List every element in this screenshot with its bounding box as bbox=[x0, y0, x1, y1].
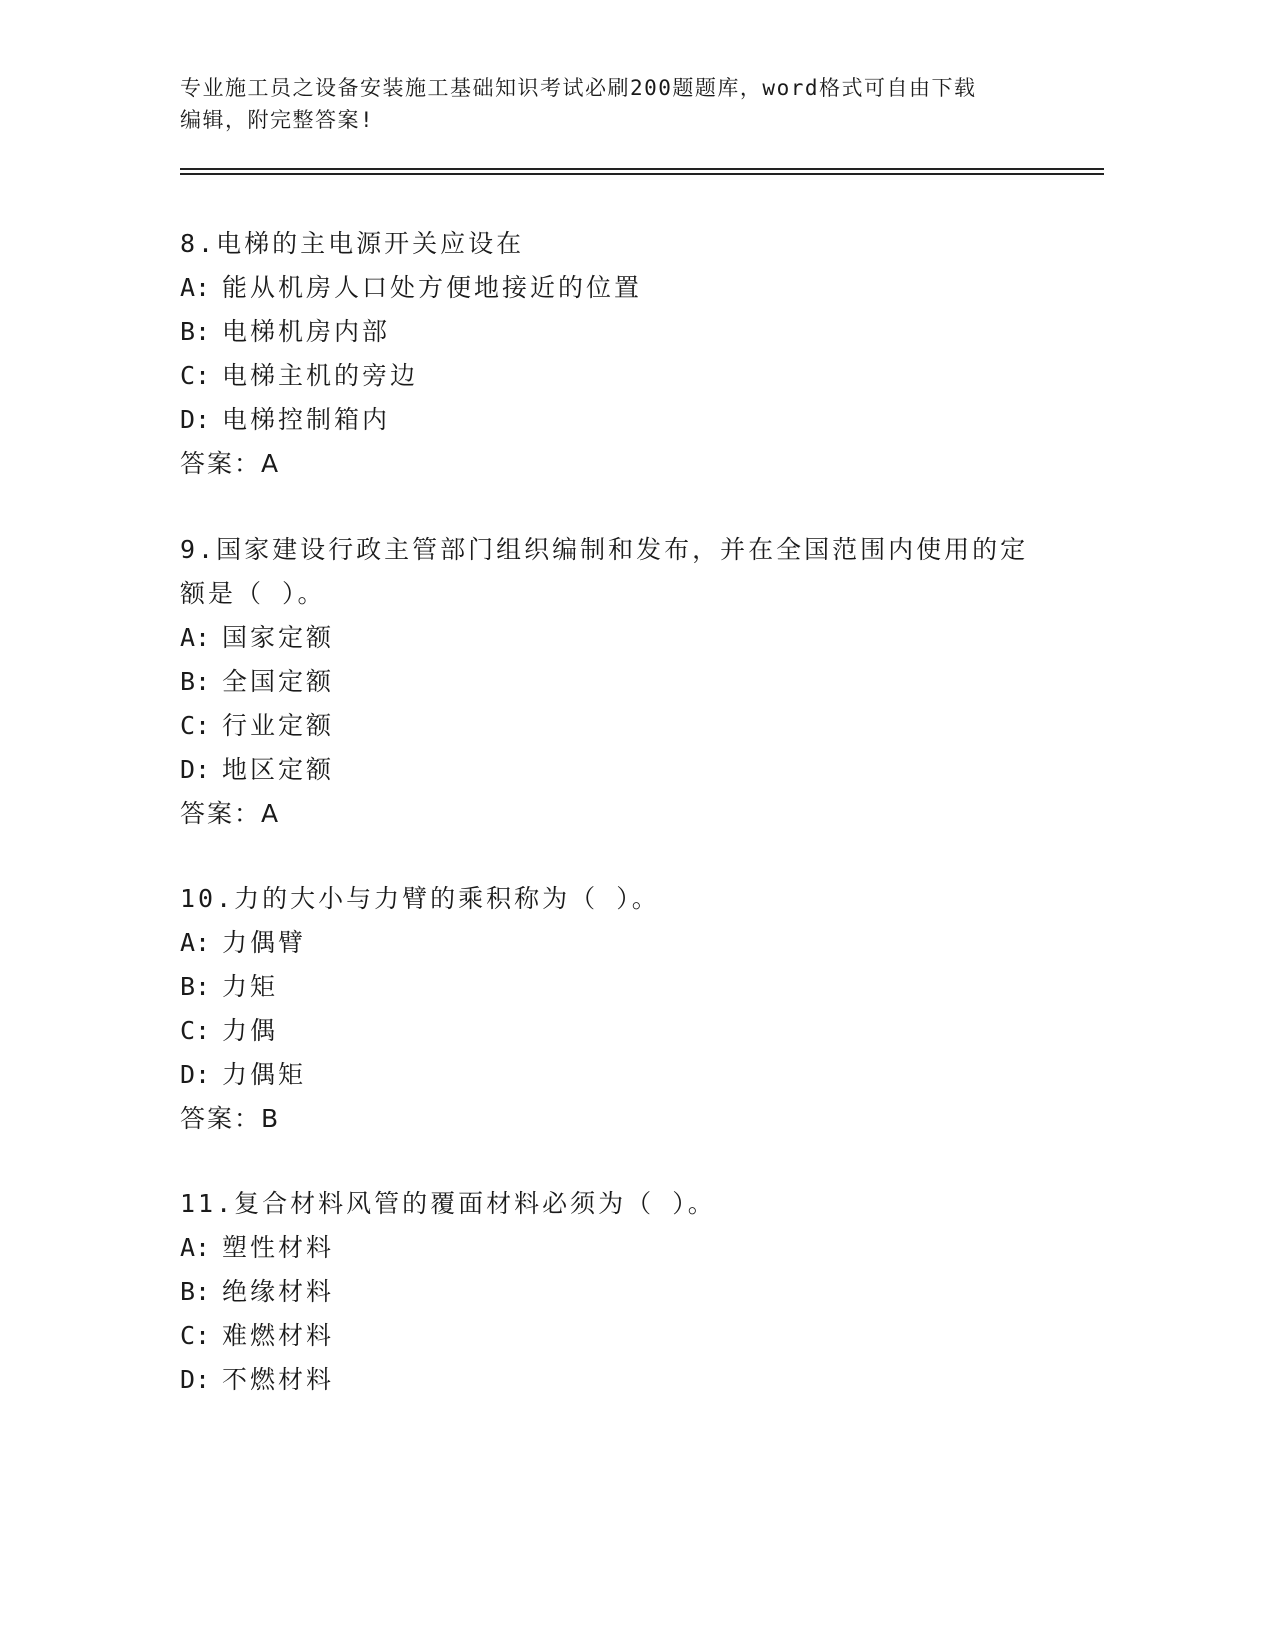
question-stem-line-2: 额是（ ）。 bbox=[180, 579, 326, 608]
question-stem: 10.力的大小与力臂的乘积称为（ ）。 bbox=[180, 884, 660, 913]
question-11 bbox=[180, 1182, 1060, 1402]
header-line-1: 专业施工员之设备安装施工基础知识考试必刷200题题库，word格式可自由下载 bbox=[180, 76, 977, 100]
question-9 bbox=[180, 528, 1060, 836]
option-b bbox=[180, 660, 1060, 704]
option-b bbox=[180, 965, 1060, 1009]
question-stem: 11.复合材料风管的覆面材料必须为（ ）。 bbox=[180, 1189, 716, 1218]
option-text: 国家定额 bbox=[222, 623, 335, 652]
option-key: A: bbox=[180, 928, 211, 957]
question-8 bbox=[180, 222, 1060, 486]
header-divider-top bbox=[180, 168, 1104, 170]
option-text: 塑性材料 bbox=[222, 1233, 335, 1262]
question-10 bbox=[180, 877, 1060, 1141]
option-text: 力偶矩 bbox=[222, 1060, 307, 1089]
option-d bbox=[180, 748, 1060, 792]
option-b bbox=[180, 1270, 1060, 1314]
option-text: 难燃材料 bbox=[222, 1321, 335, 1350]
option-text: 能从机房人口处方便地接近的位置 bbox=[222, 273, 643, 302]
option-text: 电梯机房内部 bbox=[222, 317, 391, 346]
option-key: B: bbox=[180, 317, 211, 346]
option-key: A: bbox=[180, 1233, 211, 1262]
option-key: B: bbox=[180, 1277, 211, 1306]
option-key: D: bbox=[180, 405, 211, 434]
answer-line: 答案：B bbox=[180, 1104, 281, 1133]
option-text: 力偶臂 bbox=[222, 928, 307, 957]
option-text: 行业定额 bbox=[222, 711, 335, 740]
option-d bbox=[180, 1053, 1060, 1097]
option-key: C: bbox=[180, 1321, 211, 1350]
option-key: C: bbox=[180, 711, 211, 740]
option-a bbox=[180, 266, 1060, 310]
option-text: 电梯控制箱内 bbox=[222, 405, 391, 434]
option-a bbox=[180, 921, 1060, 965]
question-stem-line-1: 9.国家建设行政主管部门组织编制和发布，并在全国范围内使用的定 bbox=[180, 535, 1029, 564]
answer-line: 答案：A bbox=[180, 799, 281, 828]
option-key: D: bbox=[180, 1365, 211, 1394]
option-key: B: bbox=[180, 667, 211, 696]
option-key: A: bbox=[180, 273, 211, 302]
option-key: C: bbox=[180, 1016, 211, 1045]
option-d bbox=[180, 1358, 1060, 1402]
header-divider-bottom bbox=[180, 173, 1104, 175]
option-text: 绝缘材料 bbox=[222, 1277, 335, 1306]
option-key: B: bbox=[180, 972, 211, 1001]
option-text: 电梯主机的旁边 bbox=[222, 361, 419, 390]
option-text: 力矩 bbox=[222, 972, 279, 1001]
option-a bbox=[180, 1226, 1060, 1270]
option-key: C: bbox=[180, 361, 211, 390]
header-line-2: 编辑，附完整答案! bbox=[180, 108, 375, 132]
option-key: D: bbox=[180, 1060, 211, 1089]
option-c bbox=[180, 704, 1060, 748]
option-text: 地区定额 bbox=[222, 755, 335, 784]
answer-line: 答案：A bbox=[180, 449, 281, 478]
option-c bbox=[180, 1314, 1060, 1358]
option-d bbox=[180, 398, 1060, 442]
option-text: 力偶 bbox=[222, 1016, 279, 1045]
option-b bbox=[180, 310, 1060, 354]
option-key: D: bbox=[180, 755, 211, 784]
option-text: 不燃材料 bbox=[222, 1365, 335, 1394]
option-a bbox=[180, 616, 1060, 660]
option-key: A: bbox=[180, 623, 211, 652]
option-text: 全国定额 bbox=[222, 667, 335, 696]
option-c bbox=[180, 354, 1060, 398]
option-c bbox=[180, 1009, 1060, 1053]
question-stem: 8.电梯的主电源开关应设在 bbox=[180, 229, 525, 258]
document-header bbox=[180, 72, 1060, 136]
